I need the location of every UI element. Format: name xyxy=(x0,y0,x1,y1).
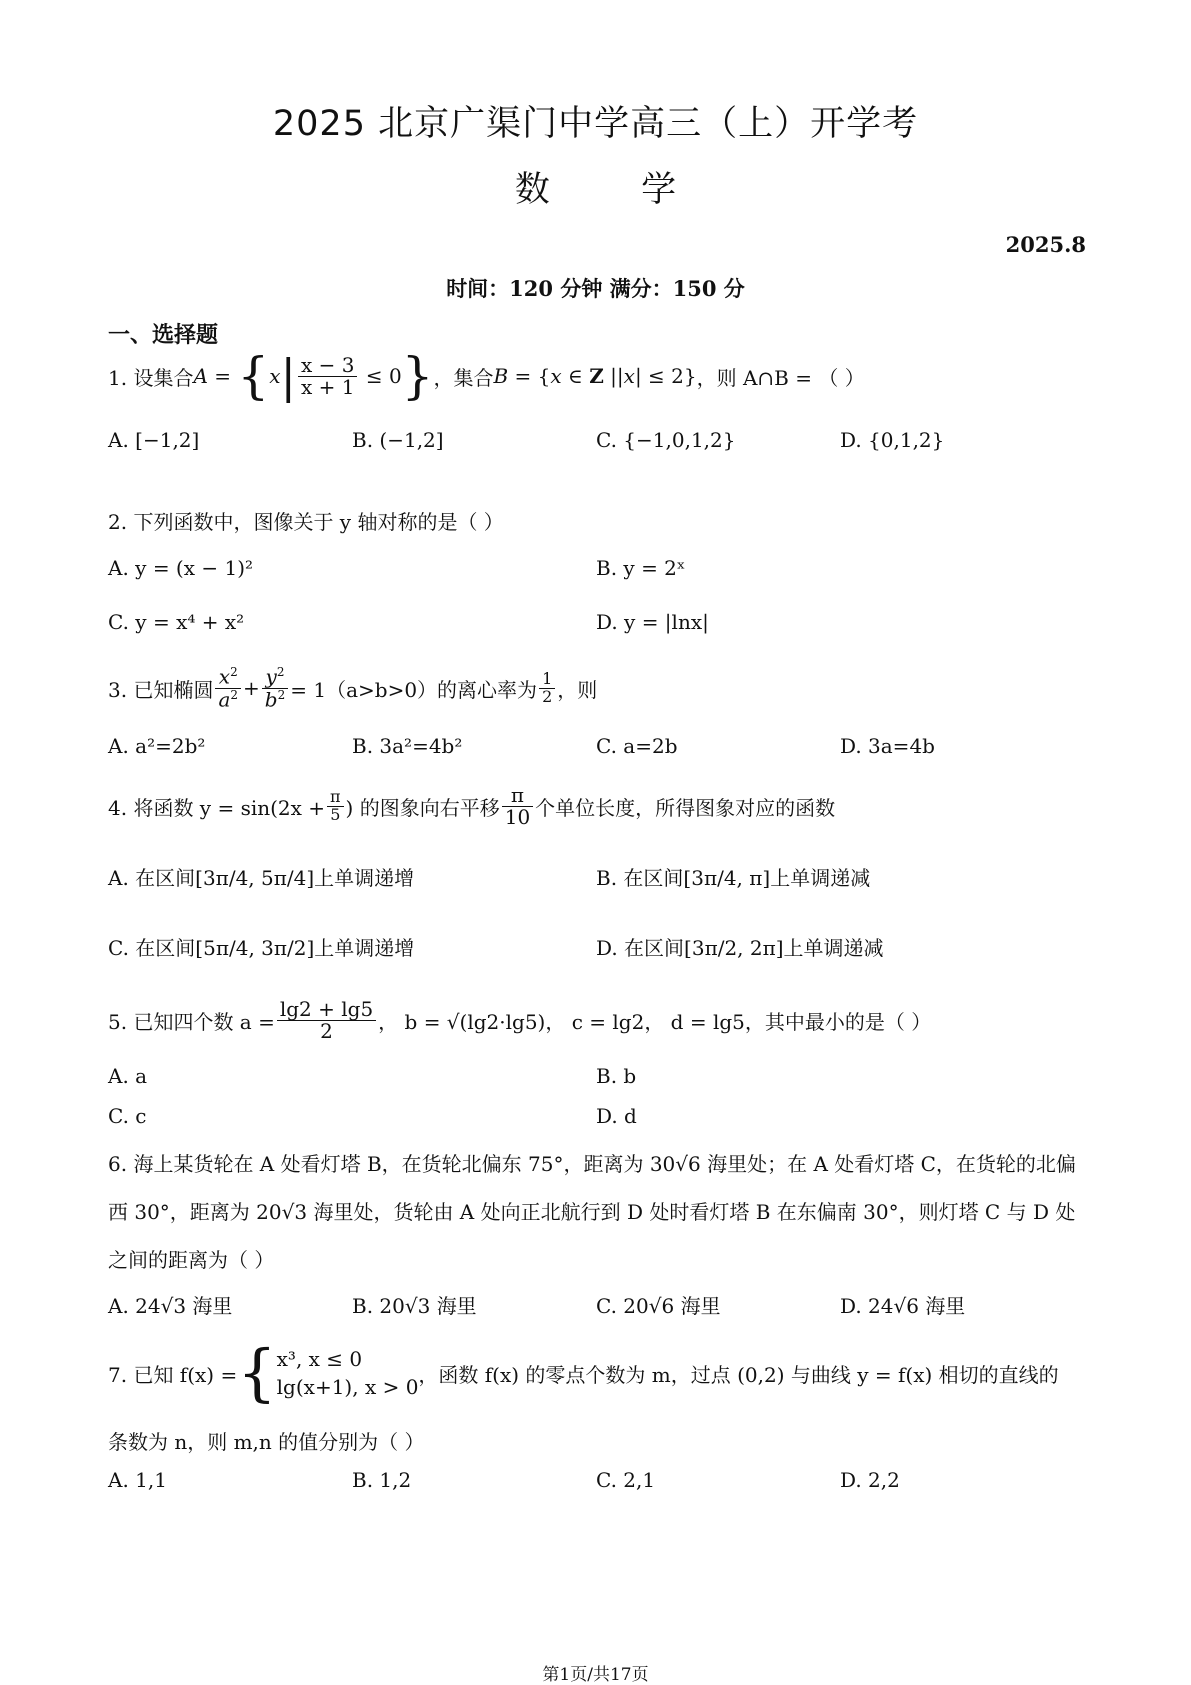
q3-suffix: ，则 xyxy=(557,677,598,702)
q3-option-d: D. 3a=4b xyxy=(840,734,935,758)
section-title: 一、选择题 xyxy=(108,323,219,348)
q7-option-d: D. 2,2 xyxy=(840,1468,900,1492)
question-4: 4. 将函数 y = sin(2x + $\frac{\pi}{5}$ ) 的图象向右平移 $\frac{\pi}{10}$ 个单位长度，所得图象对应的函数 xyxy=(108,782,836,829)
q1-prefix: 1. 设集合 xyxy=(108,365,194,390)
question-6-line-3: 之间的距离为（ ） xyxy=(108,1248,275,1272)
q5-option-a: A. a xyxy=(108,1064,148,1088)
q6-option-d: D. 24√6 海里 xyxy=(840,1294,966,1318)
question-6-line-2: 西 30°，距离为 20√3 海里处，货轮由 A 处向正北航行到 D 处时看灯塔 B 在东偏南 30°，则灯塔 C 与 D 处 xyxy=(108,1200,1076,1224)
q2-option-a: A. y = (x − 1)² xyxy=(108,556,254,580)
q5-prefix: 5. 已知四个数 a = xyxy=(108,1009,275,1034)
subject-heading xyxy=(0,162,1191,212)
q5-option-d: D. d xyxy=(596,1104,637,1128)
question-5: 5. 已知四个数 a = $\frac{\lg 2 + \lg 5}{2}$ ， b = √(lg2·lg5)， c = lg2， d = lg5，其中最小的是（ ） xyxy=(108,996,932,1043)
q7-option-b: B. 1,2 xyxy=(352,1468,412,1492)
q7-prefix: 7. 已知 f(x) = xyxy=(108,1362,238,1387)
q3-prefix: 3. 已知椭圆 xyxy=(108,677,214,702)
q3-mid: = 1（a>b>0）的离心率为 xyxy=(290,677,538,702)
subject-char-2: 学 xyxy=(641,170,677,210)
question-7: 7. 已知 f(x) = { x³, x ≤ 0 lg(x+1), x > 0 ，函数 f(x) 的零点个数为 m，过点 (0,2) 与曲线 y = f(x) 相切的直线的 xyxy=(108,1336,1059,1409)
q2-option-d: D. y = |lnx| xyxy=(596,610,709,634)
question-1: 1. 设集合 A = { x | $\frac{x - 3}{x + 1}$ ≤ 0 } ，集合 B = { x ∈ Z || x | ≤ 2} ，则 A∩B = （ ） xyxy=(108,347,865,405)
q7-option-c: C. 2,1 xyxy=(596,1468,656,1492)
question-3: 3. 已知椭圆 $\frac{x^2}{a^2}$ + $\frac{y^2}{b^2}$ = 1（a>b>0）的离心率为 $\frac{1}{2}$ ，则 xyxy=(108,664,598,712)
q1-option-c: C. {−1,0,1,2} xyxy=(596,428,736,452)
q1-option-a: A. [−1,2] xyxy=(108,428,200,452)
q6-option-c: C. 20√6 海里 xyxy=(596,1294,721,1318)
question-6-line-1: 6. 海上某货轮在 A 处看灯塔 B，在货轮北偏东 75°，距离为 30√6 海里处；在 A 处看灯塔 C，在货轮的北偏 xyxy=(108,1152,1076,1176)
q1-option-d: D. {0,1,2} xyxy=(840,428,945,452)
q7-case-1: x³, x ≤ 0 xyxy=(276,1347,363,1371)
q4-suffix: 个单位长度，所得图象对应的函数 xyxy=(535,795,836,820)
exam-meta: 时间：120 分钟 满分：150 分 xyxy=(446,276,745,301)
q1-mid: ，集合 xyxy=(433,365,494,390)
q6-option-a: A. 24√3 海里 xyxy=(108,1294,233,1318)
question-2: 2. 下列函数中，图像关于 y 轴对称的是（ ） xyxy=(108,510,504,534)
q4-option-d: D. 在区间[3π/2, 2π]上单调递减 xyxy=(596,936,884,960)
q3-option-c: C. a=2b xyxy=(596,734,678,758)
document-title: 2025 北京广渠门中学高三（上）开学考 xyxy=(272,104,919,144)
q4-option-c: C. 在区间[5π/4, 3π/2]上单调递增 xyxy=(108,936,415,960)
q3-option-b: B. 3a²=4b² xyxy=(352,734,463,758)
q5-option-c: C. c xyxy=(108,1104,147,1128)
q2-option-b: B. y = 2ˣ xyxy=(596,556,686,580)
q1-suffix: ，则 A∩B = （ ） xyxy=(696,365,865,390)
exam-date: 2025.8 xyxy=(1005,232,1086,257)
q1-option-b: B. (−1,2] xyxy=(352,428,444,452)
q4-option-a: A. 在区间[3π/4, 5π/4]上单调递增 xyxy=(108,866,415,890)
subject-char-1: 数 xyxy=(514,170,550,210)
q4-prefix: 4. 将函数 y = sin(2x + xyxy=(108,795,326,820)
q4-option-b: B. 在区间[3π/4, π]上单调递减 xyxy=(596,866,871,890)
page-footer: 第1页/共17页 xyxy=(542,1665,649,1685)
q5-mid: ， b = √(lg2·lg5)， c = lg2， d = lg5，其中最小的是（ ） xyxy=(378,1009,932,1034)
q5-option-b: B. b xyxy=(596,1064,637,1088)
q3-option-a: A. a²=2b² xyxy=(108,734,206,758)
q6-option-b: B. 20√3 海里 xyxy=(352,1294,477,1318)
question-7-line-2: 条数为 n，则 m,n 的值分别为（ ） xyxy=(108,1430,425,1454)
q7-option-a: A. 1,1 xyxy=(108,1468,167,1492)
q7-mid: ，函数 f(x) 的零点个数为 m，过点 (0,2) 与曲线 y = f(x) 相切的直线的 xyxy=(418,1362,1059,1387)
q2-option-c: C. y = x⁴ + x² xyxy=(108,610,245,634)
q4-mid: ) 的图象向右平移 xyxy=(345,795,500,820)
q7-case-2: lg(x+1), x > 0 xyxy=(276,1375,419,1399)
